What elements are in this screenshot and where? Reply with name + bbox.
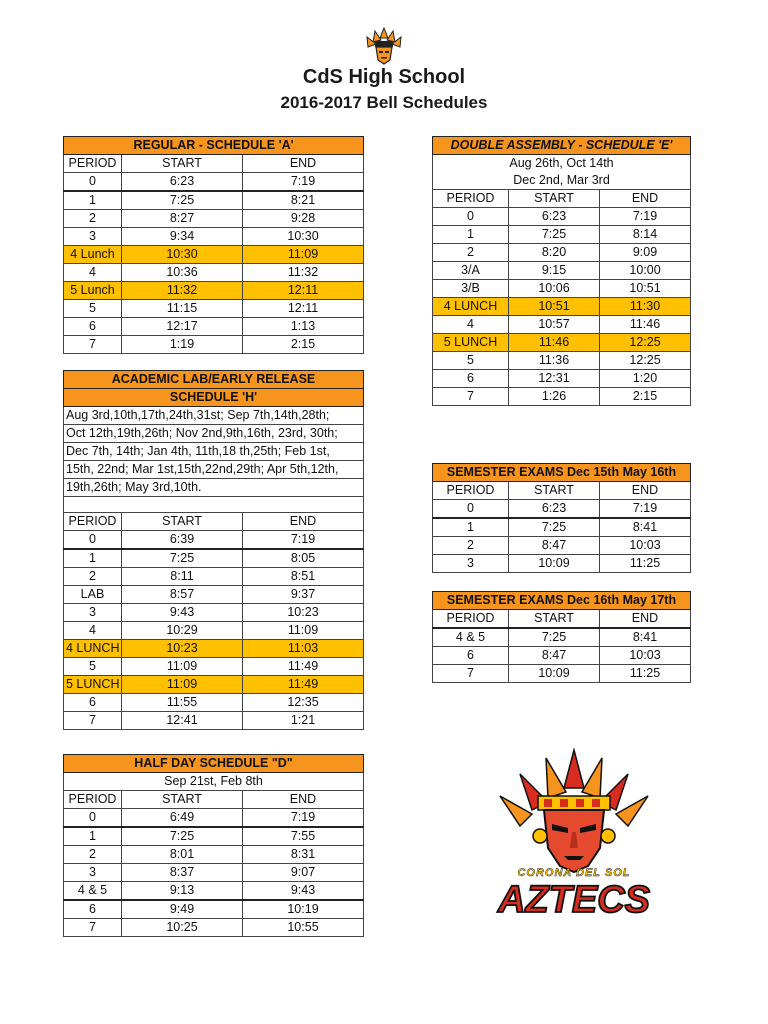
table-row	[64, 336, 364, 354]
table-row	[64, 622, 364, 640]
end-cell: 10:03	[600, 537, 691, 555]
start-cell: 12:31	[509, 370, 600, 388]
period-cell: 3	[433, 555, 509, 573]
column-header-period: PERIOD	[433, 482, 509, 500]
start-cell: 8:20	[509, 244, 600, 262]
table-title: DOUBLE ASSEMBLY - SCHEDULE 'E'	[433, 137, 691, 155]
column-header-end: END	[243, 513, 364, 531]
aztecs-mascot-logo-icon	[484, 748, 664, 926]
page-title: CdS High School	[302, 66, 466, 88]
end-cell: 11:32	[243, 264, 364, 282]
table-row	[433, 518, 691, 537]
end-cell: 8:14	[600, 226, 691, 244]
period-cell: 5	[64, 300, 122, 318]
column-header-start: START	[509, 610, 600, 629]
table-row-lunch	[433, 298, 691, 316]
end-cell: 12:35	[243, 694, 364, 712]
end-cell: 8:51	[243, 568, 364, 586]
start-cell: 9:49	[122, 900, 243, 919]
table-row	[64, 173, 364, 192]
start-cell: 8:57	[122, 586, 243, 604]
period-cell: 5	[433, 352, 509, 370]
period-cell: 7	[64, 712, 122, 730]
table-row	[64, 846, 364, 864]
end-cell: 11:46	[600, 316, 691, 334]
table-row	[433, 388, 691, 406]
end-cell: 7:19	[600, 208, 691, 226]
schedule-dates: Oct 12th,19th,26th; Nov 2nd,9th,16th, 23rd, 30th;	[64, 425, 364, 443]
start-cell: 7:25	[509, 226, 600, 244]
column-header-start: START	[509, 482, 600, 500]
start-cell: 10:30	[122, 246, 243, 264]
end-cell: 11:49	[243, 676, 364, 694]
table-row	[64, 712, 364, 730]
column-header-period: PERIOD	[64, 791, 122, 809]
schedule-dates: Dec 2nd, Mar 3rd	[433, 172, 691, 190]
end-cell: 10:23	[243, 604, 364, 622]
table-row	[64, 809, 364, 828]
column-header-start: START	[122, 791, 243, 809]
end-cell: 10:03	[600, 647, 691, 665]
schedule-dates: 15th, 22nd; Mar 1st,15th,22nd,29th; Apr 5th,12th,	[64, 461, 364, 479]
semester-exams-table-1	[432, 463, 691, 573]
table-row	[64, 549, 364, 568]
start-cell: 9:43	[122, 604, 243, 622]
table-row	[64, 228, 364, 246]
start-cell: 8:11	[122, 568, 243, 586]
end-cell: 10:00	[600, 262, 691, 280]
table-row	[64, 568, 364, 586]
start-cell: 11:09	[122, 676, 243, 694]
period-cell: 4	[433, 316, 509, 334]
table-row-lunch	[64, 640, 364, 658]
start-cell: 10:29	[122, 622, 243, 640]
double-assembly-schedule-table	[432, 136, 691, 406]
end-cell: 8:41	[600, 628, 691, 647]
table-row	[433, 316, 691, 334]
table-row-lunch	[64, 246, 364, 264]
period-cell: 3	[64, 864, 122, 882]
column-header-end: END	[600, 610, 691, 629]
period-cell: 1	[64, 191, 122, 210]
table-title: HALF DAY SCHEDULE "D"	[64, 755, 364, 773]
period-cell: 4 Lunch	[64, 246, 122, 264]
end-cell: 12:25	[600, 352, 691, 370]
column-header-start: START	[122, 155, 243, 173]
table-row	[433, 555, 691, 573]
period-cell: 4 LUNCH	[433, 298, 509, 316]
column-header-end: END	[600, 482, 691, 500]
period-cell: 2	[433, 537, 509, 555]
period-cell: 2	[64, 210, 122, 228]
end-cell: 2:15	[243, 336, 364, 354]
end-cell: 11:25	[600, 555, 691, 573]
table-row	[64, 604, 364, 622]
column-header-end: END	[600, 190, 691, 208]
period-cell: 1	[64, 549, 122, 568]
end-cell: 7:19	[600, 500, 691, 519]
start-cell: 6:39	[122, 531, 243, 550]
period-cell: 4 & 5	[433, 628, 509, 647]
end-cell: 1:20	[600, 370, 691, 388]
start-cell: 10:51	[509, 298, 600, 316]
table-title: SEMESTER EXAMS Dec 15th May 16th	[433, 464, 691, 482]
end-cell: 7:55	[243, 827, 364, 846]
table-row	[433, 226, 691, 244]
start-cell: 10:36	[122, 264, 243, 282]
logo-text-top: CORONA DEL SOL	[517, 867, 631, 879]
end-cell: 11:09	[243, 622, 364, 640]
start-cell: 10:09	[509, 665, 600, 683]
end-cell: 8:31	[243, 846, 364, 864]
end-cell: 10:51	[600, 280, 691, 298]
table-row	[433, 647, 691, 665]
table-row	[64, 586, 364, 604]
start-cell: 8:37	[122, 864, 243, 882]
period-cell: 4	[64, 622, 122, 640]
table-row	[64, 264, 364, 282]
period-cell: 0	[433, 208, 509, 226]
end-cell: 7:19	[243, 809, 364, 828]
period-cell: 6	[64, 694, 122, 712]
table-row	[64, 658, 364, 676]
table-subtitle: SCHEDULE 'H'	[64, 389, 364, 407]
period-cell: 2	[64, 846, 122, 864]
table-row	[64, 900, 364, 919]
end-cell: 12:25	[600, 334, 691, 352]
column-header-period: PERIOD	[64, 155, 122, 173]
end-cell: 7:19	[243, 173, 364, 192]
column-header-end: END	[243, 791, 364, 809]
table-row	[433, 280, 691, 298]
period-cell: 2	[433, 244, 509, 262]
start-cell: 7:25	[509, 518, 600, 537]
start-cell: 12:41	[122, 712, 243, 730]
start-cell: 12:17	[122, 318, 243, 336]
page-subtitle: 2016-2017 Bell Schedules	[280, 93, 488, 112]
end-cell: 1:13	[243, 318, 364, 336]
period-cell: 3	[64, 228, 122, 246]
end-cell: 11:03	[243, 640, 364, 658]
half-day-schedule-table	[63, 754, 364, 937]
table-row	[64, 210, 364, 228]
table-row	[433, 537, 691, 555]
end-cell: 11:25	[600, 665, 691, 683]
table-row	[64, 318, 364, 336]
period-cell: 5 LUNCH	[64, 676, 122, 694]
table-row	[64, 827, 364, 846]
start-cell: 8:47	[509, 647, 600, 665]
aztec-headdress-logo-icon	[361, 26, 407, 66]
end-cell: 7:19	[243, 531, 364, 550]
table-row	[433, 262, 691, 280]
start-cell: 9:34	[122, 228, 243, 246]
end-cell: 2:15	[600, 388, 691, 406]
column-header-period: PERIOD	[433, 610, 509, 629]
academic-lab-schedule-table	[63, 370, 364, 730]
start-cell: 11:46	[509, 334, 600, 352]
start-cell: 11:32	[122, 282, 243, 300]
column-header-end: END	[243, 155, 364, 173]
end-cell: 11:49	[243, 658, 364, 676]
start-cell: 9:15	[509, 262, 600, 280]
table-row	[64, 864, 364, 882]
start-cell: 10:09	[509, 555, 600, 573]
column-header-period: PERIOD	[433, 190, 509, 208]
end-cell: 10:19	[243, 900, 364, 919]
period-cell: 5 Lunch	[64, 282, 122, 300]
period-cell: 0	[64, 809, 122, 828]
end-cell: 9:37	[243, 586, 364, 604]
period-cell: 1	[64, 827, 122, 846]
period-cell: 1	[433, 518, 509, 537]
start-cell: 1:26	[509, 388, 600, 406]
semester-exams-table-2	[432, 591, 691, 683]
period-cell: 7	[433, 665, 509, 683]
schedule-dates: Sep 21st, Feb 8th	[64, 773, 364, 791]
period-cell: 1	[433, 226, 509, 244]
end-cell: 9:28	[243, 210, 364, 228]
period-cell: 3/A	[433, 262, 509, 280]
start-cell: 6:23	[122, 173, 243, 192]
end-cell: 12:11	[243, 282, 364, 300]
period-cell: LAB	[64, 586, 122, 604]
end-cell: 11:30	[600, 298, 691, 316]
start-cell: 11:09	[122, 658, 243, 676]
table-title: REGULAR - SCHEDULE 'A'	[64, 137, 364, 155]
start-cell: 6:49	[122, 809, 243, 828]
period-cell: 6	[433, 647, 509, 665]
table-row	[433, 370, 691, 388]
column-header-start: START	[509, 190, 600, 208]
table-row	[64, 694, 364, 712]
period-cell: 5 LUNCH	[433, 334, 509, 352]
period-cell: 7	[433, 388, 509, 406]
start-cell: 10:57	[509, 316, 600, 334]
period-cell: 7	[64, 336, 122, 354]
regular-schedule-table	[63, 136, 364, 354]
period-cell: 6	[64, 318, 122, 336]
schedule-dates: Aug 3rd,10th,17th,24th,31st; Sep 7th,14th,28th;	[64, 407, 364, 425]
table-row-lunch	[64, 676, 364, 694]
period-cell: 0	[433, 500, 509, 519]
start-cell: 8:01	[122, 846, 243, 864]
period-cell: 5	[64, 658, 122, 676]
period-cell: 6	[433, 370, 509, 388]
table-row	[433, 352, 691, 370]
start-cell: 11:15	[122, 300, 243, 318]
period-cell: 4 & 5	[64, 882, 122, 901]
start-cell: 8:47	[509, 537, 600, 555]
schedule-dates: Aug 26th, Oct 14th	[433, 155, 691, 173]
table-title: ACADEMIC LAB/EARLY RELEASE	[64, 371, 364, 389]
table-row	[64, 531, 364, 550]
period-cell: 4	[64, 264, 122, 282]
table-title: SEMESTER EXAMS Dec 16th May 17th	[433, 592, 691, 610]
table-row	[433, 244, 691, 262]
table-row	[433, 628, 691, 647]
table-row	[433, 500, 691, 519]
table-row	[64, 191, 364, 210]
period-cell: 0	[64, 173, 122, 192]
start-cell: 7:25	[122, 549, 243, 568]
start-cell: 6:23	[509, 500, 600, 519]
start-cell: 7:25	[509, 628, 600, 647]
end-cell: 9:09	[600, 244, 691, 262]
start-cell: 7:25	[122, 191, 243, 210]
blank-row	[64, 497, 364, 513]
table-row	[64, 919, 364, 937]
table-row	[433, 208, 691, 226]
end-cell: 8:21	[243, 191, 364, 210]
start-cell: 10:06	[509, 280, 600, 298]
end-cell: 10:55	[243, 919, 364, 937]
table-row-lunch	[64, 282, 364, 300]
schedule-dates: 19th,26th; May 3rd,10th.	[64, 479, 364, 497]
period-cell: 3	[64, 604, 122, 622]
end-cell: 12:11	[243, 300, 364, 318]
start-cell: 11:55	[122, 694, 243, 712]
period-cell: 3/B	[433, 280, 509, 298]
start-cell: 6:23	[509, 208, 600, 226]
logo-text-bottom: AZTECS	[498, 879, 650, 921]
column-header-start: START	[122, 513, 243, 531]
start-cell: 10:23	[122, 640, 243, 658]
table-row-lunch	[433, 334, 691, 352]
column-header-period: PERIOD	[64, 513, 122, 531]
period-cell: 2	[64, 568, 122, 586]
period-cell: 4 LUNCH	[64, 640, 122, 658]
end-cell: 8:05	[243, 549, 364, 568]
period-cell: 0	[64, 531, 122, 550]
end-cell: 1:21	[243, 712, 364, 730]
end-cell: 10:30	[243, 228, 364, 246]
table-row	[433, 665, 691, 683]
start-cell: 9:13	[122, 882, 243, 901]
period-cell: 6	[64, 900, 122, 919]
start-cell: 1:19	[122, 336, 243, 354]
end-cell: 11:09	[243, 246, 364, 264]
end-cell: 9:07	[243, 864, 364, 882]
table-row	[64, 300, 364, 318]
table-row	[64, 882, 364, 901]
period-cell: 7	[64, 919, 122, 937]
schedule-dates: Dec 7th, 14th; Jan 4th, 11th,18 th,25th; Feb 1st,	[64, 443, 364, 461]
start-cell: 11:36	[509, 352, 600, 370]
start-cell: 10:25	[122, 919, 243, 937]
start-cell: 8:27	[122, 210, 243, 228]
start-cell: 7:25	[122, 827, 243, 846]
end-cell: 8:41	[600, 518, 691, 537]
end-cell: 9:43	[243, 882, 364, 901]
